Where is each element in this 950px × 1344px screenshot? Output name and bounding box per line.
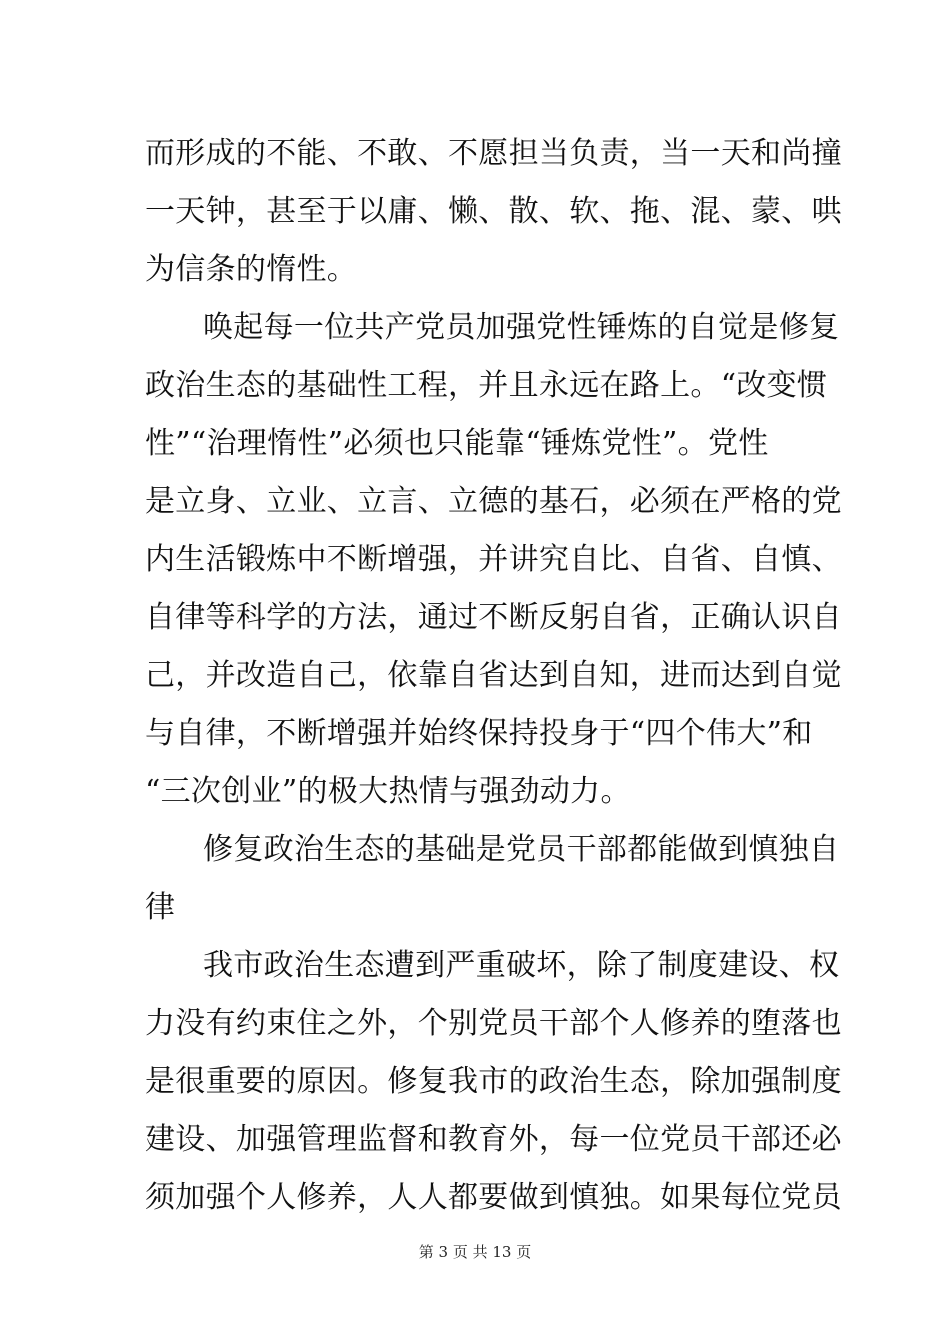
text-line: 己，并改造自己，依靠自省达到自知，进而达到自觉	[145, 658, 842, 693]
text-line: 一天钟，甚至于以庸、懒、散、软、拖、混、蒙、哄	[145, 194, 842, 229]
paragraph-first-line: 我市政治生态遭到严重破坏，除了制度建设、权	[203, 948, 840, 983]
text-line: 性”“治理惰性”必须也只能靠“锤炼党性”。党性	[145, 426, 769, 461]
text-line: 须加强个人修养，人人都要做到慎独。如果每位党员	[145, 1180, 842, 1215]
text-line: 是立身、立业、立言、立德的基石，必须在严格的党	[145, 484, 842, 519]
text-line: 为信条的惰性。	[145, 252, 358, 287]
section-heading-line: 律	[145, 890, 176, 925]
text-line: 而形成的不能、不敢、不愿担当负责，当一天和尚撞	[145, 136, 842, 171]
text-line: “三次创业”的极大热情与强劲动力。	[145, 774, 631, 809]
text-line: 是很重要的原因。修复我市的政治生态，除加强制度	[145, 1064, 842, 1099]
text-line: 建设、加强管理监督和教育外，每一位党员干部还必	[145, 1122, 842, 1157]
page-number-footer: 第 3 页 共 13 页	[418, 1243, 532, 1261]
text-line: 政治生态的基础性工程，并且永远在路上。“改变惯	[145, 368, 828, 403]
text-line: 自律等科学的方法，通过不断反躬自省，正确认识自	[145, 600, 842, 635]
text-line: 与自律，不断增强并始终保持投身于“四个伟大”和	[145, 716, 813, 751]
text-line: 内生活锻炼中不断增强，并讲究自比、自省、自慎、	[145, 542, 842, 577]
section-heading-line: 修复政治生态的基础是党员干部都能做到慎独自	[203, 832, 840, 867]
text-line: 力没有约束住之外，个别党员干部个人修养的堕落也	[145, 1006, 842, 1041]
paragraph-first-line: 唤起每一位共产党员加强党性锤炼的自觉是修复	[203, 310, 840, 345]
